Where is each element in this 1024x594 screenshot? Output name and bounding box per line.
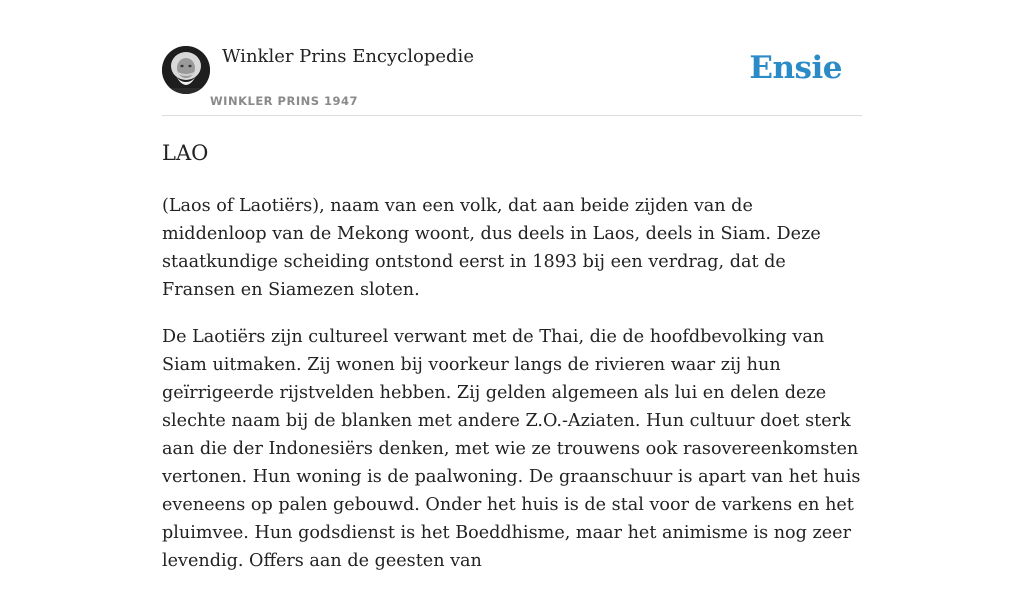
brand-logo-link[interactable]: Ensie xyxy=(749,50,842,86)
avatar[interactable] xyxy=(162,46,210,94)
article-paragraph: (Laos of Laotiërs), naam van een volk, dat aan beide zijden van de middenloop van de Mekong woont, dus deels in Laos, deels in Siam. Deze staatkundige scheiding ontstond eerst in 1893 bij een verdrag, dat de Fransen en Siamezen sloten. xyxy=(162,196,821,300)
article-body xyxy=(162,192,862,594)
page-container xyxy=(162,0,862,571)
article-title: LAO xyxy=(162,141,209,165)
article-paragraph: De Laotiërs zijn cultureel verwant met de Thai, die de hoofdbevolking van Siam uitmaken. Zij wonen bij voorkeur langs de rivieren waar zij hun geïrrigeerde rijstvelden hebben. Zij gelden algemeen als lui en delen deze slechte naam bij de blanken met andere Z.O.-Aziaten. Hun cultuur doet sterk aan die der Indonesiërs denken, met wie ze trouwens ook rasovereenkomsten vertonen. Hun woning is de paalwoning. De graanschuur is apart van het huis eveneens op palen gebouwd. Onder het huis is de stal voor de varkens en het pluimvee. Hun godsdienst is het Boeddhisme, maar het animisme is nog zeer levendig. Offers aan de geesten van xyxy=(162,327,861,571)
header xyxy=(162,0,862,116)
site-title-link[interactable]: Winkler Prins Encyclopedie xyxy=(222,46,474,67)
bearded-man-portrait-icon xyxy=(162,46,210,94)
source-subtitle: WINKLER PRINS 1947 xyxy=(210,94,359,108)
